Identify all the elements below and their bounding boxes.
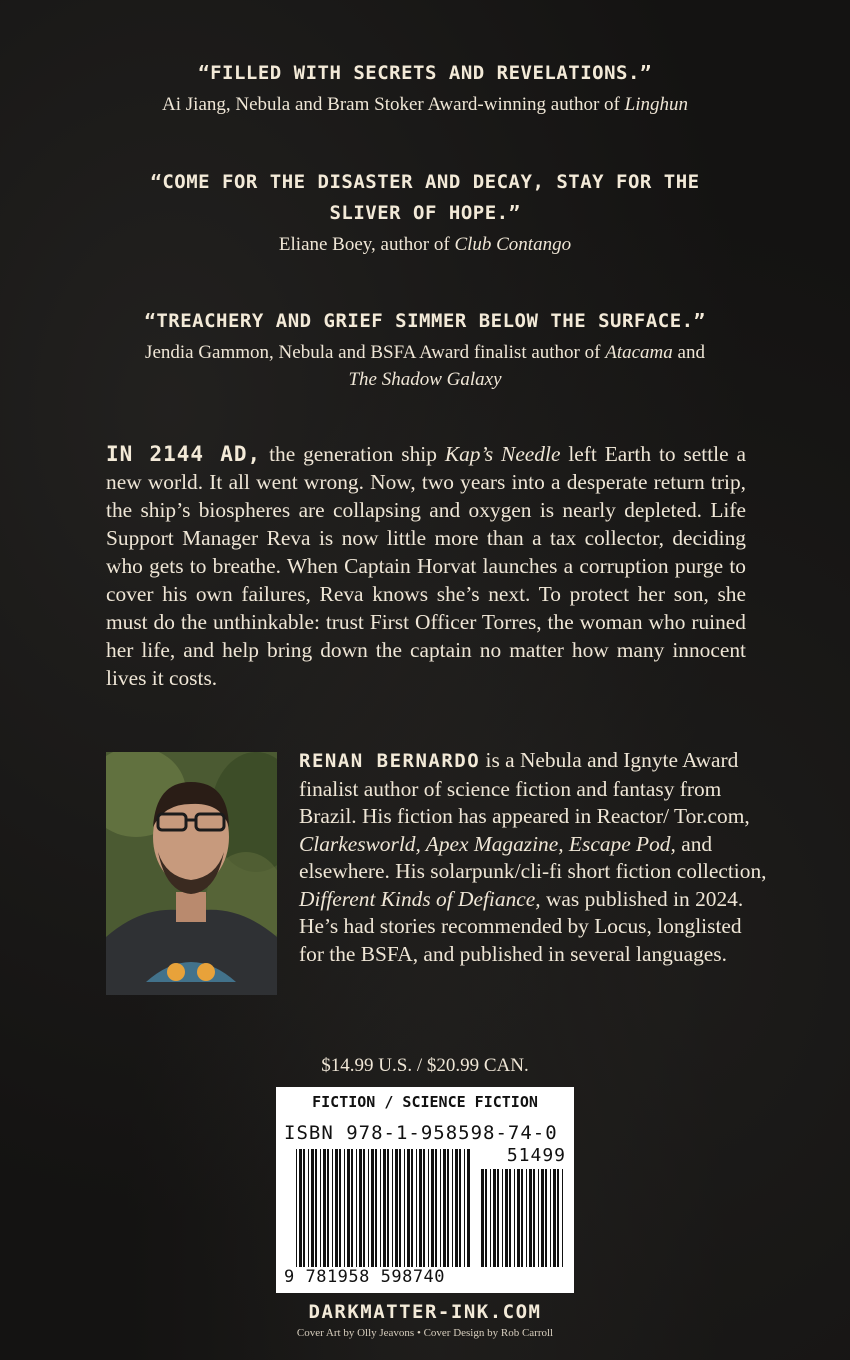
blurb-text-1: the generation ship: [261, 442, 445, 466]
barcode-bar: [533, 1169, 535, 1267]
barcode-bar: [431, 1149, 434, 1267]
quote-3-attribution: [0, 339, 850, 393]
cover-credits: Cover Art by Olly Jeavons • Cover Design by Rob Carroll: [296, 1327, 554, 1339]
attribution-text: Eliane Boey, author of: [278, 234, 455, 255]
barcode-bar: [550, 1169, 551, 1267]
barcode-bar: [315, 1149, 317, 1267]
barcode-bar: [553, 1169, 556, 1267]
isbn-barcode: [296, 1149, 472, 1269]
barcode-bar: [308, 1149, 309, 1267]
barcode-bar: [383, 1149, 386, 1267]
barcode-bar: [459, 1149, 461, 1267]
barcode-bar: [541, 1169, 544, 1267]
barcode-bar: [467, 1149, 470, 1267]
barcode-bar: [395, 1149, 398, 1267]
isbn-text: ISBN 978-1-958598-74-0: [284, 1122, 558, 1144]
barcode-bar: [303, 1149, 305, 1267]
barcode-bar: [359, 1149, 362, 1267]
publisher-website[interactable]: DARKMATTER-INK.COM: [308, 1301, 542, 1323]
bio-text-1: is a Nebula and Ignyte Award finalist author of science fiction and fantasy from Brazil. His fiction has appeared in Reactor/ Tor.com,: [299, 748, 750, 828]
barcode-bar: [490, 1169, 491, 1267]
barcode-bar: [455, 1149, 458, 1267]
barcode-bar: [296, 1149, 297, 1267]
barcode-bar: [375, 1149, 377, 1267]
barcode-bar: [493, 1169, 496, 1267]
barcode-bar: [323, 1149, 326, 1267]
barcode-bar: [299, 1149, 302, 1267]
quote-2: [0, 167, 850, 258]
price-code: 51499: [506, 1145, 566, 1166]
barcode-bar: [368, 1149, 369, 1267]
attribution-title: Atacama: [605, 342, 673, 363]
bio-text-2: and elsewhere. His solarpunk/cli-fi short fiction collection,: [299, 831, 767, 883]
barcode-bar: [347, 1149, 350, 1267]
barcode-bar: [514, 1169, 515, 1267]
barcode-bar: [407, 1149, 410, 1267]
barcode-bar: [380, 1149, 381, 1267]
barcode-bar: [545, 1169, 547, 1267]
barcode-bar: [557, 1169, 559, 1267]
barcode-bar: [419, 1149, 422, 1267]
barcode-bar: [320, 1149, 321, 1267]
barcode-bar: [435, 1149, 437, 1267]
barcode-bar: [411, 1149, 413, 1267]
attribution-title: Linghun: [624, 94, 688, 115]
barcode-bar: [404, 1149, 405, 1267]
barcode-bar: [351, 1149, 353, 1267]
barcode-bar: [399, 1149, 401, 1267]
barcode-bar: [440, 1149, 441, 1267]
barcode-bar: [452, 1149, 453, 1267]
attribution-text: Ai Jiang, Nebula and Bram Stoker Award-winning author of: [162, 94, 625, 115]
barcode-bar: [423, 1149, 425, 1267]
barcode-bar: [344, 1149, 345, 1267]
barcode-bar: [464, 1149, 465, 1267]
quote-2-text-line2: SLIVER OF HOPE.”: [329, 202, 521, 224]
barcode-bar: [538, 1169, 539, 1267]
barcode-bar: [485, 1169, 487, 1267]
quote-1: [0, 58, 850, 118]
bio-publications: Clarkesworld, Apex Magazine, Escape Pod,: [299, 831, 676, 856]
price-text: $14.99 U.S. / $20.99 CAN.: [321, 1055, 529, 1076]
blurb-lead: IN 2144 AD,: [106, 442, 262, 466]
ship-name: Kap’s Needle: [444, 442, 561, 466]
author-bio: [299, 747, 771, 968]
genre-category: FICTION / SCIENCE FICTION: [312, 1093, 538, 1111]
barcode-bar: [416, 1149, 417, 1267]
author-portrait-illustration: [106, 752, 277, 995]
barcode-bar: [332, 1149, 333, 1267]
barcode-bar: [562, 1169, 563, 1267]
barcode-bar: [339, 1149, 341, 1267]
barcode-number: 9 781958 598740: [284, 1267, 446, 1287]
barcode-bar: [428, 1149, 429, 1267]
barcode-bar: [509, 1169, 511, 1267]
barcode-bar: [392, 1149, 393, 1267]
bio-text-3: was published in 2024. He’s had stories recommended by Locus, longlisted for the BSFA, and published in several languages.: [299, 886, 744, 966]
barcode-bar: [517, 1169, 520, 1267]
barcode-bar: [502, 1169, 503, 1267]
author-photo: [106, 752, 277, 995]
price-barcode: [481, 1169, 567, 1269]
author-name: RENAN BERNARDO: [299, 750, 481, 772]
barcode-bar: [363, 1149, 365, 1267]
barcode-bar: [387, 1149, 389, 1267]
barcode-bar: [497, 1169, 499, 1267]
quote-1-attribution: [0, 91, 850, 118]
barcode-bar: [356, 1149, 357, 1267]
quote-1-text: “FILLED WITH SECRETS AND REVELATIONS.”: [198, 62, 652, 84]
quote-3-text: “TREACHERY AND GRIEF SIMMER BELOW THE SURFACE.”: [144, 310, 706, 332]
quote-3: [0, 306, 850, 393]
barcode-bar: [311, 1149, 314, 1267]
barcode-bar: [335, 1149, 338, 1267]
barcode-bar: [526, 1169, 527, 1267]
quote-2-text-line1: “COME FOR THE DISASTER AND DECAY, STAY FOR THE: [150, 171, 700, 193]
blurb-text-2: left Earth to settle a new world. It all went wrong. Now, two years into a desperate return trip, the ship’s biospheres are collapsing and oxygen is nearly depleted. Life Support Manager Reva is now little more than a tax collector, deciding who gets to breathe. When Captain Horvat launches a corruption purge to cover his own failures, Reva knows she’s next. To protect her son, she must do the unthinkable: trust First Officer Torres, the woman who ruined her life, and help bring down the captain no matter how many innocent lives it costs.: [106, 442, 747, 690]
barcode-bar: [481, 1169, 484, 1267]
barcode-panel: [276, 1087, 574, 1293]
barcode-bar: [443, 1149, 446, 1267]
bio-collection-title: Different Kinds of Defiance,: [299, 886, 541, 911]
barcode-bar: [521, 1169, 523, 1267]
quote-2-attribution: [0, 231, 850, 258]
barcode-bar: [505, 1169, 508, 1267]
attribution-title: Club Contango: [454, 234, 572, 255]
barcode-bar: [447, 1149, 449, 1267]
barcode-bar: [371, 1149, 374, 1267]
barcode-bar: [529, 1169, 532, 1267]
attribution-title-2: The Shadow Galaxy: [348, 369, 502, 390]
book-blurb: [106, 440, 746, 692]
barcode-bar: [327, 1149, 329, 1267]
attribution-text: Jendia Gammon, Nebula and BSFA Award finalist author of: [145, 342, 606, 363]
attribution-and: and: [672, 342, 705, 363]
